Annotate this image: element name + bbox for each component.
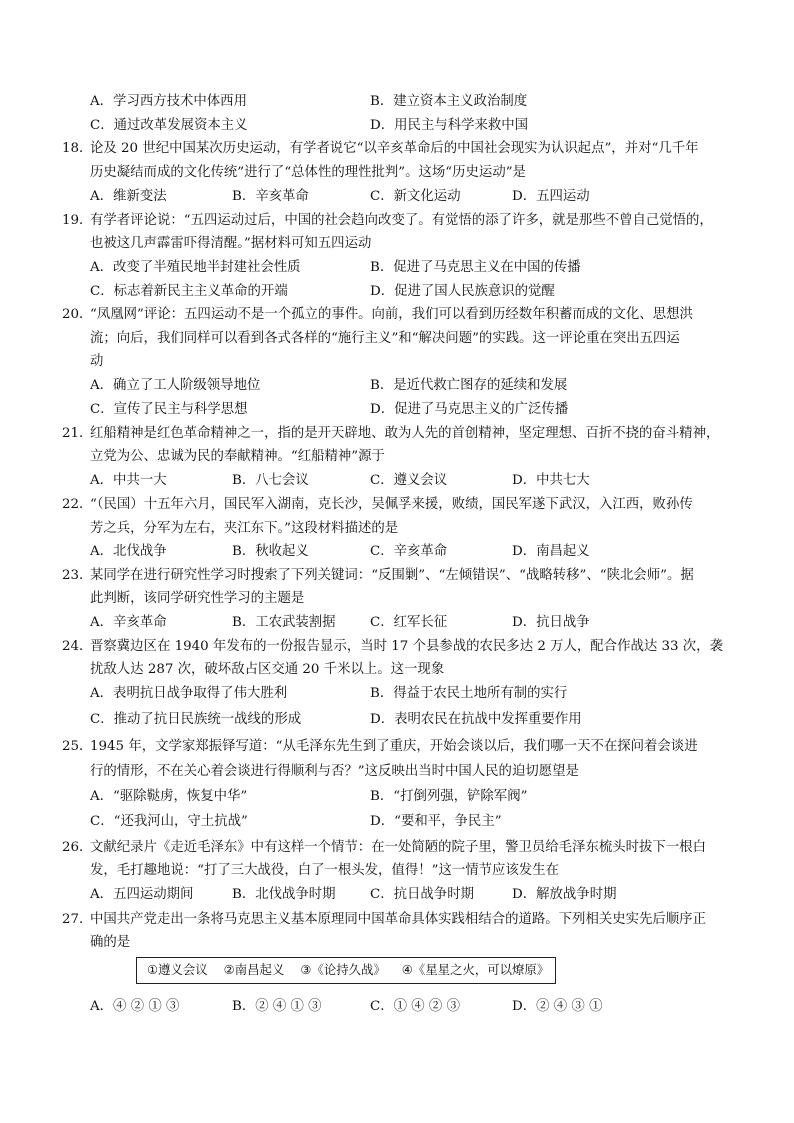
q26-number: 26． [62, 840, 93, 855]
q18-option-a[interactable]: A．维新变法 [90, 189, 167, 204]
q23-option-c[interactable]: C．红军长征 [370, 615, 448, 630]
q18-stem-line-2: 历史凝结而成的文化传统”进行了“总体性的理性批判”。这场“历史运动”是 [90, 165, 526, 180]
q24-option-c[interactable]: C．推动了抗日民族统一战线的形成 [90, 712, 302, 727]
q20-option-b[interactable]: B．是近代救亡图存的延续和发展 [370, 378, 568, 393]
q22-option-b[interactable]: B．秋收起义 [232, 544, 309, 559]
q25-stem-line-1: 1945 年，文学家郑振铎写道：“从毛泽东先生到了重庆，开始会谈以后，我们哪一天不在探问着会谈进 [90, 739, 698, 754]
q18-option-d[interactable]: D．五四运动 [512, 189, 590, 204]
q22-stem-line-1: “（民国）十五年六月，国民军入湖南，克长沙，吴佩孚来援，败绩，国民军遂下武汉，入江西，败孙传 [90, 497, 693, 512]
q17-option-b[interactable]: B．建立资本主义政治制度 [370, 94, 528, 109]
q24-stem-line-1: 晋察冀边区在 1940 年发布的一份报告显示，当时 17 个县参战的农民多达 2 万人，配合作战达 33 次，袭 [90, 639, 723, 654]
q25-number: 25． [62, 739, 93, 754]
q26-stem-line-1: 文献纪录片《走近毛泽东》中有这样一个情节：在一处简陋的院子里，警卫员给毛泽东梳头时拔下一根白 [90, 840, 706, 855]
q18-stem-line-1: 论及 20 世纪中国某次历史运动，有学者说它“以辛亥革命后的中国社会现实为认识起点”，并对“几千年 [90, 141, 699, 156]
q25-option-a[interactable]: A．“驱除鞑虏，恢复中华” [90, 789, 248, 804]
q25-option-d[interactable]: D．“要和平，争民主” [370, 814, 502, 829]
q17-option-d[interactable]: D．用民主与科学来救中国 [370, 118, 529, 133]
q20-number: 20． [62, 307, 93, 322]
q26-option-a[interactable]: A．五四运动期间 [90, 887, 194, 902]
q21-number: 21． [62, 426, 93, 441]
q27-event-3: ③《论持久战》 [300, 962, 386, 977]
q17-option-c[interactable]: C．通过改革发展资本主义 [90, 118, 248, 133]
q23-stem-line-2: 此判断，该同学研究性学习的主题是 [90, 591, 305, 606]
q27-option-b[interactable]: B．② ④ ① ③ [232, 999, 322, 1014]
q20-option-d[interactable]: D．促进了马克思主义的广泛传播 [370, 402, 569, 417]
q21-option-a[interactable]: A．中共一大 [90, 473, 167, 488]
q21-option-c[interactable]: C．遵义会议 [370, 473, 448, 488]
q27-option-a[interactable]: A．④ ② ① ③ [90, 999, 180, 1014]
q19-option-b[interactable]: B．促进了马克思主义在中国的传播 [370, 260, 581, 275]
q18-option-c[interactable]: C．新文化运动 [370, 189, 461, 204]
q21-stem-line-1: 红船精神是红色革命精神之一，指的是开天辟地、敢为人先的首创精神，坚定理想、百折不挠的奋斗精神， [90, 426, 720, 441]
q20-stem-line-1: “凤凰网”评论：五四运动不是一个孤立的事件。向前，我们可以看到历经数年积蓄而成的文化、思想洪 [90, 307, 693, 322]
q20-stem-line-3: 动 [90, 354, 104, 369]
q17-option-a[interactable]: A．学习西方技术中体西用 [90, 94, 247, 109]
q23-stem-line-1: 某同学在进行研究性学习时搜索了下列关键词：“反围剿”、“左倾错误”、“战略转移”、“陕北会师”。据 [90, 568, 694, 583]
q19-number: 19． [62, 213, 93, 228]
q21-option-d[interactable]: D．中共七大 [512, 473, 590, 488]
q21-stem-line-2: 立党为公、忠诚为民的奉献精神。“红船精神”源于 [90, 449, 385, 464]
q22-option-d[interactable]: D．南昌起义 [512, 544, 590, 559]
q26-option-b[interactable]: B．北伐战争时期 [232, 887, 336, 902]
q18-option-b[interactable]: B．辛亥革命 [232, 189, 309, 204]
q20-stem-line-2: 流；向后，我们同样可以看到各式各样的“施行主义”和“解决问题”的实践。这一评论重在突出五四运 [90, 331, 680, 346]
q27-event-2: ②南昌起义 [223, 962, 285, 977]
q20-option-a[interactable]: A．确立了工人阶级领导地位 [90, 378, 261, 393]
q19-option-a[interactable]: A．改变了半殖民地半封建社会性质 [90, 260, 301, 275]
q27-stem-line-1: 中国共产党走出一条将马克思主义基本原理同中国革命具体实践相结合的道路。下列相关史实先后顺序正 [90, 912, 706, 927]
q23-option-a[interactable]: A．辛亥革命 [90, 615, 167, 630]
q27-number: 27． [62, 912, 93, 927]
q23-number: 23． [62, 568, 93, 583]
q27-events-box [136, 957, 556, 984]
q22-number: 22． [62, 497, 93, 512]
q19-option-c[interactable]: C．标志着新民主主义革命的开端 [90, 284, 288, 299]
q21-option-b[interactable]: B．八七会议 [232, 473, 309, 488]
q27-option-d[interactable]: D．② ④ ③ ① [512, 999, 603, 1014]
q24-stem-line-2: 扰敌人达 287 次，破坏敌占区交通 20 千米以上。这一现象 [90, 662, 445, 677]
q26-stem-line-2: 发，毛打趣地说：“打了三大战役，白了一根头发，值得！”这一情节应该发生在 [90, 863, 559, 878]
q27-stem-line-2: 确的是 [90, 935, 131, 950]
q18-number: 18． [62, 141, 93, 156]
q19-stem-line-2: 也被这几声霹雷吓得清醒。”据材料可知五四运动 [90, 236, 372, 251]
q24-option-a[interactable]: A．表明抗日战争取得了伟大胜利 [90, 686, 288, 701]
q22-option-a[interactable]: A．北伐战争 [90, 544, 167, 559]
q22-option-c[interactable]: C．辛亥革命 [370, 544, 448, 559]
q27-option-c[interactable]: C．① ④ ② ③ [370, 999, 460, 1014]
q24-number: 24． [62, 639, 93, 654]
q26-option-d[interactable]: D．解放战争时期 [512, 887, 617, 902]
q27-event-1: ①遵义会议 [147, 962, 208, 977]
q19-stem-line-1: 有学者评论说：“五四运动过后，中国的社会趋向改变了。有觉悟的添了许多，就是那些不曾自己觉悟的， [90, 213, 713, 228]
q24-option-d[interactable]: D．表明农民在抗战中发挥重要作用 [370, 712, 582, 727]
q25-option-b[interactable]: B．“打倒列强，铲除军阀” [370, 789, 528, 804]
q20-option-c[interactable]: C．宣传了民主与科学思想 [90, 402, 248, 417]
q23-option-d[interactable]: D．抗日战争 [512, 615, 590, 630]
q19-option-d[interactable]: D．促进了国人民族意识的觉醒 [370, 284, 555, 299]
q27-event-4: ④《星星之火，可以燎原》 [401, 962, 550, 977]
q25-stem-line-2: 行的情形，不在关心着会谈进行得顺利与否？”这反映出当时中国人民的迫切愿望是 [90, 764, 579, 779]
q26-option-c[interactable]: C．抗日战争时期 [370, 887, 474, 902]
q23-option-b[interactable]: B．工农武装割据 [232, 615, 336, 630]
q24-option-b[interactable]: B．得益于农民土地所有制的实行 [370, 686, 568, 701]
q22-stem-line-2: 芳之兵，分军为左右，夹江东下。”这段材料描述的是 [90, 521, 399, 536]
q25-option-c[interactable]: C．“还我河山，守土抗战” [90, 814, 248, 829]
